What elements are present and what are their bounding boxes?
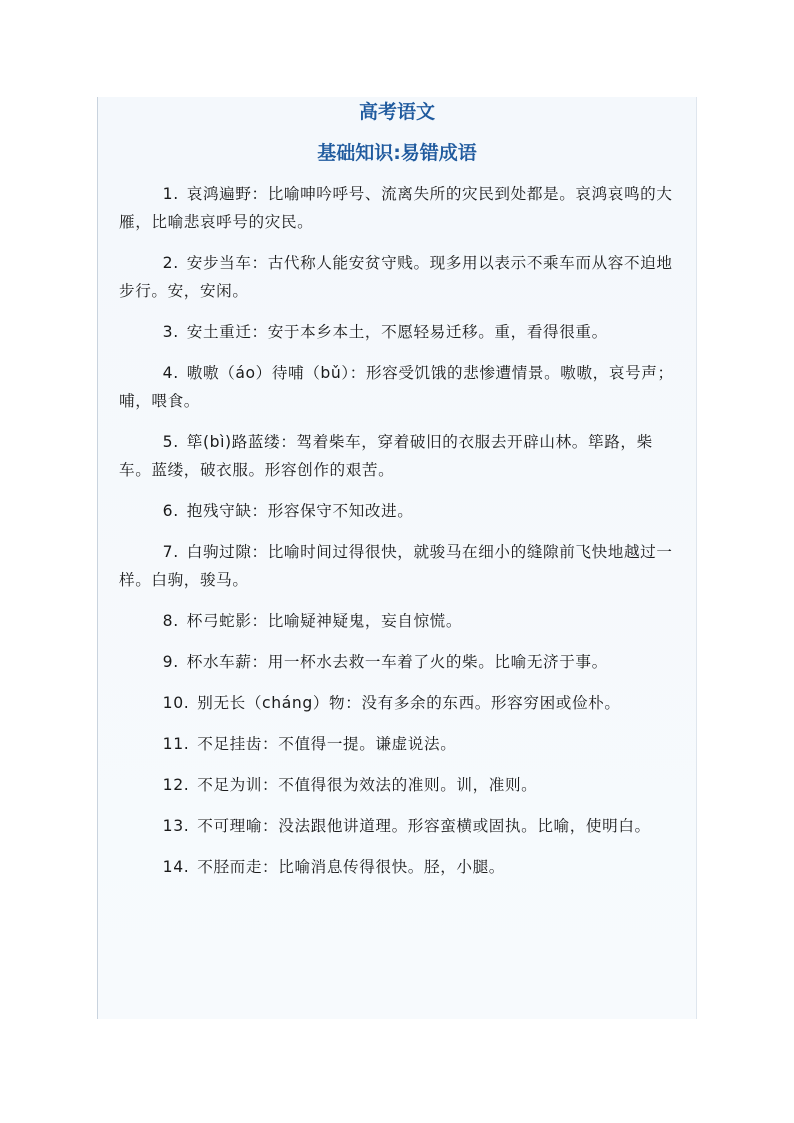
item-number: 13.: [162, 817, 190, 835]
item-text: 白驹过隙：比喻时间过得很快，就骏马在细小的缝隙前飞快地越过一样。白驹，骏马。: [119, 543, 673, 589]
list-item: [119, 538, 676, 594]
list-item: [119, 730, 676, 758]
item-text: 杯弓蛇影：比喻疑神疑鬼，妄自惊慌。: [186, 612, 463, 630]
item-number: 7.: [162, 543, 179, 561]
item-number: 1.: [162, 185, 179, 203]
list-item: [119, 318, 676, 346]
item-text: 安土重迁：安于本乡本土，不愿轻易迁移。重，看得很重。: [186, 323, 608, 341]
item-text: 不足挂齿：不值得一提。谦虚说法。: [197, 735, 457, 753]
page-title: 高考语文: [358, 101, 435, 123]
list-item: [119, 180, 676, 236]
item-number: 4.: [162, 364, 179, 382]
list-item: [119, 648, 676, 676]
page-subtitle: 基础知识:易错成语: [317, 142, 477, 164]
item-number: 11.: [162, 735, 190, 753]
list-item: [119, 771, 676, 799]
list-item: [119, 607, 676, 635]
item-number: 8.: [162, 612, 179, 630]
document-panel: [97, 97, 697, 1019]
list-item: [119, 249, 676, 305]
item-text: 别无长（cháng）物：没有多余的东西。形容穷困或俭朴。: [197, 694, 621, 712]
item-text: 哀鸿遍野：比喻呻吟呼号、流离失所的灾民到处都是。哀鸿哀鸣的大雁，比喻悲哀呼号的灾民。: [119, 185, 673, 231]
list-item: [119, 812, 676, 840]
item-number: 2.: [162, 254, 179, 272]
item-number: 10.: [162, 694, 190, 712]
item-number: 14.: [162, 858, 190, 876]
list-item: [119, 428, 676, 484]
list-item: [119, 689, 676, 717]
item-text: 嗷嗷（áo）待哺（bǔ）：形容受饥饿的悲惨遭情景。嗷嗷，哀号声；哺，喂食。: [119, 364, 674, 410]
item-text: 抱残守缺：形容保守不知改进。: [186, 502, 414, 520]
item-number: 6.: [162, 502, 179, 520]
item-number: 3.: [162, 323, 179, 341]
item-number: 5.: [162, 433, 179, 451]
item-text: 不足为训：不值得很为效法的准则。训，准则。: [197, 776, 538, 794]
item-text: 杯水车薪：用一杯水去救一车着了火的柴。比喻无济于事。: [186, 653, 608, 671]
list-item: [119, 497, 676, 525]
item-text: 不胫而走：比喻消息传得很快。胫，小腿。: [197, 858, 505, 876]
item-number: 9.: [162, 653, 179, 671]
item-text: 不可理喻：没法跟他讲道理。形容蛮横或固执。比喻，使明白。: [197, 817, 651, 835]
item-number: 12.: [162, 776, 190, 794]
list-item: [119, 853, 676, 881]
entry-list: [98, 180, 696, 881]
item-text: 安步当车：古代称人能安贫守贱。现多用以表示不乘车而从容不迫地步行。安，安闲。: [119, 254, 673, 300]
item-text: 筚(bì)路蓝缕：驾着柴车，穿着破旧的衣服去开辟山林。筚路，柴车。蓝缕，破衣服。形容创作的艰苦。: [119, 433, 653, 479]
list-item: [119, 359, 676, 415]
